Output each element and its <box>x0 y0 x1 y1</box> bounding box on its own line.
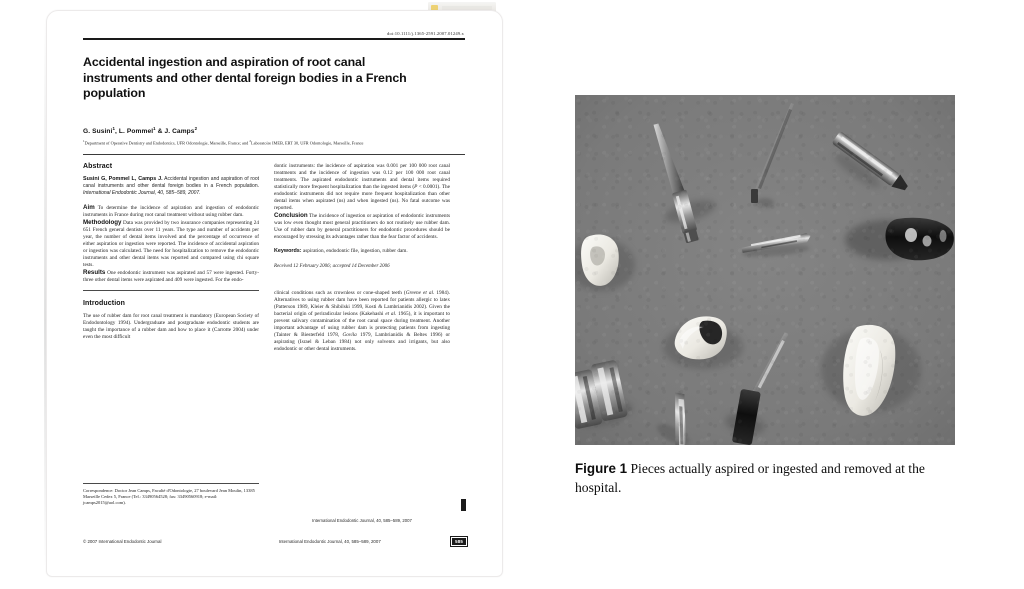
figure-photograph[interactable] <box>575 95 955 445</box>
abstract-heading: Abstract <box>83 163 113 171</box>
page-footer <box>83 536 468 547</box>
affiliation-1: Department of Operative Dentistry and Endodontics, UFR Odontologie, Marseille, France; and <box>84 140 250 146</box>
journal-page[interactable] <box>46 10 503 577</box>
figure-1 <box>575 95 955 497</box>
results-text-left: One endodontic instrument was aspirated and 57 were ingested. Forty-three other dental items were aspirated and 409 were ingested. For the endo- <box>83 270 259 284</box>
keywords-line <box>274 248 450 255</box>
figure-label: Figure 1 <box>575 461 628 476</box>
page-edge-tick <box>461 499 466 511</box>
author-affiliations: $^1$Department of Operative Dentistry and Endodontics, UFR Odontologie, Marseille, France; and $^2$Laboratoire IMEB, ERT 30, UFR Odontologie, Marseille, France <box>83 138 364 146</box>
conclusion-text: The incidence of ingestion or aspiration of endodontic instruments was low even thought most general practitioners do not routinely use rubber dam. Use of rubber dam by general practitioners for endodontic procedures should be encouraged by stressing its advantages rather than the fear factor of accidents. <box>274 213 450 241</box>
author-3: J. Camps$^2$ <box>164 125 198 135</box>
aim-text: To determine the incidence of aspiration and ingestion of endodontic instruments in France during root canal treatment without using rubber dam. <box>83 205 259 219</box>
author-2: L. Pommel$^1$ <box>118 125 156 135</box>
spacer-3 <box>274 269 450 290</box>
abstract-methodology <box>83 219 259 269</box>
methodology-text: Data was provided by two insurance companies representing 24 651 French general dentists over 11 years. The type and number of accidents per year, the number of dental items involved and the percentage of occurrence of either aspiration or ingestion were reported. The incidence of accidental aspiration or ingestion was calculated. The need for hospitalization to remove the endodontic instruments and other dental items was reported and compared using chi square tests. <box>83 220 259 269</box>
page-title: Accidental ingestion and aspiration of root canal instruments and other dental foreign bodies in a French population <box>83 55 407 100</box>
keywords-label: Keywords: <box>274 248 302 255</box>
introduction-divider <box>83 290 259 291</box>
doi-line: doi:10.1111/j.1365-2591.2007.01249.x <box>387 31 464 36</box>
results-text-right: dontic instruments: the incidence of aspiration was 0.001 per 100 000 root canal treatments and the incidence of ingestion was 0.12 per 100 000 root canal treatments. The aspirated endodontic instruments and dental items required statistically more frequent hospitalization than the ingested items (P < 0.0001). The endodontic instruments did not require more frequent hospitalization than other dental items when aspirated (ns) and when ingested (ns). No fatal outcome was reported. <box>274 163 450 212</box>
introduction-paragraph-left: The use of rubber dam for root canal treatment is mandatory (European Society of Endodontology 1994). Undergraduate and postgraduate endodontic students are taught the importance of a rubber dam and how to place it (Carrotte 2004) under even the most difficult <box>83 313 259 341</box>
toolbar-strip <box>442 6 492 10</box>
abstract-citation <box>83 176 259 197</box>
author-sep-2: & <box>155 127 165 135</box>
figure-photo-svg <box>575 95 955 445</box>
correspondence-text: Correspondence: Doctor Jean Camps, Faculté d'Odontologie, 27 boulevard Jean Moulin, 13385 Marseille Cedex 5, France (Tel.: 33490564528; fax: 33490560918; e-mail: jcamps2015@aol.com). <box>83 488 255 506</box>
column-journal-line: International Endodontic Journal, 40, 585–589, 2007 <box>312 518 412 523</box>
abstract-results <box>83 269 259 284</box>
conclusion-label: Conclusion <box>274 212 308 220</box>
methodology-label: Methodology <box>83 219 122 227</box>
citation-volume: , 40, 585–589, 2007. <box>154 190 201 197</box>
author-1: G. Susini$^1$ <box>83 125 116 135</box>
abstract-aim <box>83 204 259 219</box>
page-content-area <box>83 31 465 556</box>
author-sep-1: , <box>115 127 119 135</box>
column-left <box>83 163 259 353</box>
citation-authors: Susini G, Pommel L, Camps J. <box>83 176 163 183</box>
citation-title: Accidental ingestion and aspiration of root canal instruments and other dental foreign bodies in a French population. <box>83 176 259 190</box>
abstract-divider <box>83 154 465 155</box>
body-columns <box>83 163 465 353</box>
introduction-paragraph-right: clinical conditions such as crownless or cone-shaped teeth (Greene et al. 1984). Alternatives to using rubber dam have been reported for patients allergic to latex (Patterson 1989, Kleier & Shibilski 1999, Kosti & Lambrianidis 2002). Given the bacterial origin of periradicular lesions (Kakehashi et al. 1965), it is important to prevent salivary contamination of the root canal space during treatment. Another important advantage of using rubber dam is protecting patients from ingesting (Tainter & Biesterfeld 1978, Govila 1979, Lambrianidis & Beltes 1996) or aspirating (Israel & Leban 1984) not only solvents and irrigants, but also endodontic or other dental instruments. <box>274 290 451 353</box>
correspondence-rule <box>83 483 259 484</box>
received-line: Received 12 February 2006; accepted 14 December 2006 <box>274 264 390 270</box>
figure-caption <box>575 459 955 497</box>
page-number-badge: 585 <box>450 536 468 547</box>
abstract-conclusion <box>274 212 450 241</box>
figure-caption-text: Pieces actually aspired or ingested and removed at the hospital. <box>575 461 925 495</box>
footer-copyright: © 2007 International Endodontic Journal <box>83 539 162 545</box>
column-right <box>274 163 450 353</box>
column-footer-journal <box>274 509 450 527</box>
introduction-heading: Introduction <box>83 300 126 308</box>
footer-journal-line: International Endodontic Journal, 40, 585–589, 2007 <box>278 539 381 545</box>
affiliation-2: Laboratoire IMEB, ERT 30, UFR Odontologie, Marseille, France <box>251 140 364 146</box>
correspondence-block <box>83 483 259 507</box>
author-list <box>83 126 465 135</box>
citation-journal: International Endodontic Journal <box>83 190 155 197</box>
aim-label: Aim <box>83 204 95 212</box>
keywords-text: aspiration, endodontic file, ingestion, rubber dam. <box>301 248 408 255</box>
header-rule <box>83 38 465 40</box>
spacer-1 <box>83 197 259 204</box>
results-label: Results <box>83 269 106 277</box>
